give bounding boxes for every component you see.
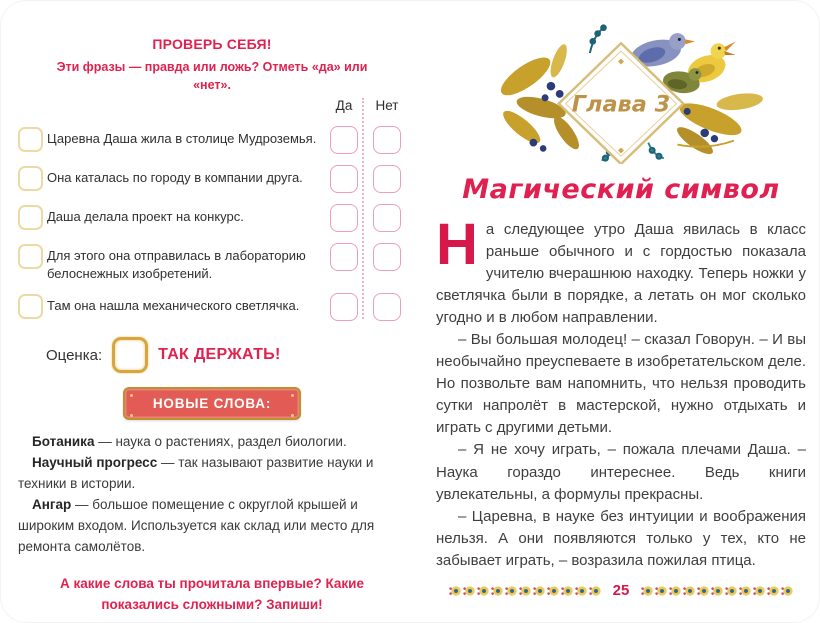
definition-term: Ангар xyxy=(32,497,72,513)
definitions xyxy=(18,432,406,558)
story-paragraph: – Царевна, в науке без интуиции и воображения нельзя. А они появляются только у тех, кто не забывает играть, – возразила пожилая птица. xyxy=(436,507,806,569)
yes-no-divider xyxy=(362,98,364,319)
statement-checkbox[interactable] xyxy=(18,205,43,230)
answer-checkbox-no[interactable] xyxy=(373,243,401,271)
answer-checkbox-yes[interactable] xyxy=(330,293,358,321)
definition-term: Ботаника xyxy=(32,434,95,450)
birds-and-foliage-icon xyxy=(465,18,777,164)
statement-checkbox[interactable] xyxy=(18,244,43,269)
statement-checkbox[interactable] xyxy=(18,127,43,152)
quiz-statement: Царевна Даша жила в столице Мудроземья. xyxy=(47,131,317,147)
definition-text: — большое помещение с округлой крышей и широким входом. Используется как склад или место для ремонта самолётов. xyxy=(18,497,375,554)
write-prompt: А какие слова ты прочитала впервые? Какие показались сложными? Запиши! xyxy=(60,575,364,612)
definition-entry xyxy=(18,495,406,558)
chapter-vignette-illustration xyxy=(436,18,806,164)
ornament-strip-icon xyxy=(641,585,793,597)
story-paragraph xyxy=(436,212,806,329)
column-header-no: Нет xyxy=(375,98,399,114)
right-page xyxy=(410,0,820,623)
answer-checkbox-no[interactable] xyxy=(373,126,401,154)
quiz-statement: Она каталась по городу в компании друга. xyxy=(47,170,303,186)
answer-checkbox-yes[interactable] xyxy=(330,243,358,271)
svg-text:◆: ◆ xyxy=(618,145,624,155)
quiz-statement: Даша делала проект на конкурс. xyxy=(47,209,244,225)
score-praise: ТАК ДЕРЖАТЬ! xyxy=(158,346,281,364)
quiz-subtitle: Эти фразы — правда или ложь? Отметь «да» или «нет». xyxy=(56,60,368,93)
answer-checkbox-yes[interactable] xyxy=(330,126,358,154)
answer-checkbox-no[interactable] xyxy=(373,204,401,232)
quiz-statement: Там она нашла механического светлячка. xyxy=(47,298,300,314)
score-label: Оценка: xyxy=(46,346,103,364)
page-footer xyxy=(436,582,806,613)
answer-checkbox-yes[interactable] xyxy=(330,165,358,193)
answer-checkbox-no[interactable] xyxy=(373,165,401,193)
definition-term: Научный прогресс xyxy=(32,455,158,471)
paragraph-text: а следующее утро Даша явилась в класс раньше обычного и с гордостью показала учителю вчерашнюю находку. Теперь ножки у светлячка были в порядке, а летать он мог сколько угодно и в любом направлении. xyxy=(436,221,806,327)
page-number: 25 xyxy=(612,582,630,599)
definition-text: — так называют развитие науки и техники в истории. xyxy=(18,455,374,492)
svg-text:◆: ◆ xyxy=(618,56,624,66)
quiz-title: ПРОВЕРЬ СЕБЯ! xyxy=(152,36,272,52)
story-paragraph: – Я не хочу играть, – пожала плечами Даша. – Наука гораздо интереснее. Ведь книги увлекательны, а формулы прекрасны. xyxy=(436,441,806,503)
chapter-title: Магический символ xyxy=(462,174,780,205)
answer-checkbox-no[interactable] xyxy=(373,293,401,321)
score-row xyxy=(46,337,406,373)
definition-text: — наука о растениях, раздел биологии. xyxy=(98,434,347,450)
new-words-banner: НОВЫЕ СЛОВА: xyxy=(123,387,301,420)
chapter-badge: Глава 3 xyxy=(571,91,671,118)
drop-cap: Н xyxy=(436,212,478,277)
quiz-table xyxy=(18,98,406,321)
quiz-statement: Для этого она отправилась в лабораторию белоснежных изобретений. xyxy=(47,248,306,281)
statement-checkbox[interactable] xyxy=(18,166,43,191)
score-box[interactable] xyxy=(112,337,148,373)
statement-checkbox[interactable] xyxy=(18,294,43,319)
column-header-yes: Да xyxy=(335,98,353,114)
story-text xyxy=(436,212,806,572)
story-paragraph: – Вы большая молодец! – сказал Говорун. – И вы необычайно преуспеваете в изобретательском деле. Но позвольте вам напомнить, что нельзя проводить сутки напролёт в мастерской, нужно отдыхать и играть с другими детьми. xyxy=(436,331,806,437)
answer-checkbox-yes[interactable] xyxy=(330,204,358,232)
ornament-strip-icon xyxy=(449,585,601,597)
definition-entry xyxy=(18,432,406,453)
definition-entry xyxy=(18,453,406,495)
